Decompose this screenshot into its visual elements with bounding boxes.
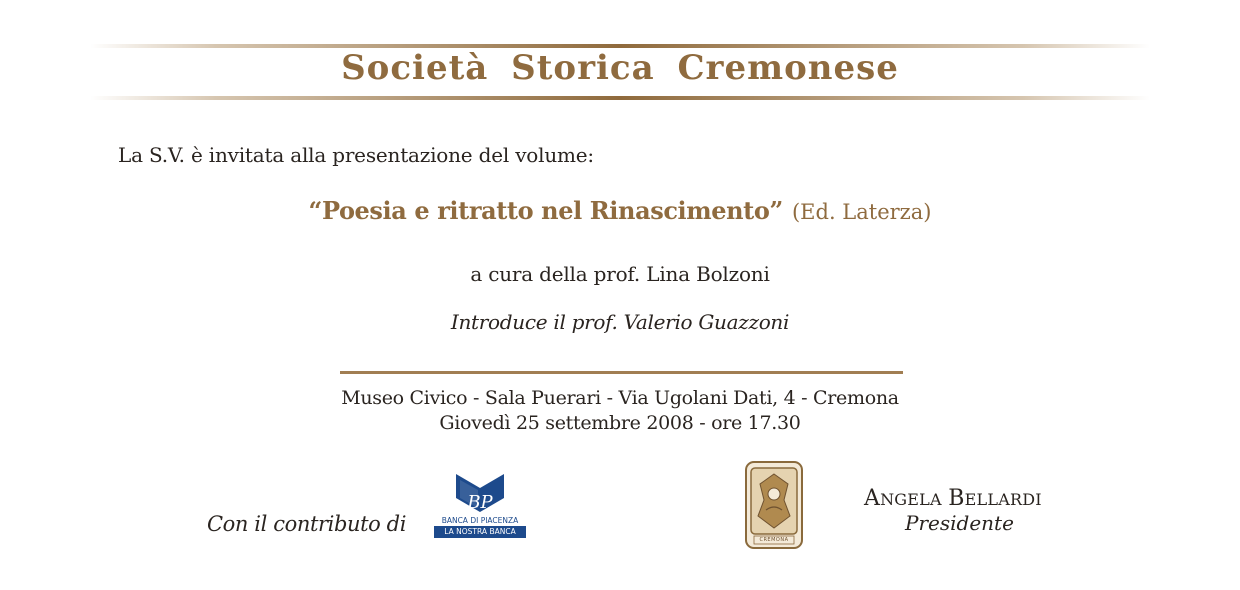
bank-tagline: LA NOSTRA BANCA — [434, 526, 526, 538]
book-line — [0, 196, 1240, 225]
event-date: Giovedì 25 settembre 2008 - ore 17.30 — [439, 412, 801, 434]
book-publisher: (Ed. Laterza) — [791, 200, 932, 224]
curator-line: a cura della prof. Lina Bolzoni — [470, 262, 770, 286]
invitation-intro: La S.V. è invitata alla presentazione del volume: — [118, 143, 594, 167]
signatory-name — [864, 486, 1042, 511]
event-venue: Museo Civico - Sala Puerari - Via Ugolani Dati, 4 - Cremona — [341, 387, 899, 409]
bank-name: BANCA DI PIACENZA — [441, 516, 519, 525]
section-divider — [340, 371, 903, 374]
cremona-crest — [744, 460, 804, 550]
signatory-last-initial: B — [948, 486, 965, 511]
header-bottom-rule — [90, 96, 1150, 100]
bank-book-icon — [434, 472, 526, 516]
society-title: Società Storica Cremonese — [341, 48, 899, 88]
signatory-role: Presidente — [905, 511, 1014, 535]
signatory-first-initial: A — [864, 486, 881, 511]
crest-caption: CREMONA — [759, 537, 789, 543]
signatory-first-rest: NGELA — [880, 490, 942, 509]
signatory-last-rest: ELLARDI — [964, 490, 1042, 509]
introducer-line: Introduce il prof. Valerio Guazzoni — [450, 310, 790, 334]
book-title: “Poesia e ritratto nel Rinascimento” — [308, 196, 783, 225]
bank-logo — [434, 472, 526, 538]
contribution-label: Con il contributo di — [207, 512, 407, 536]
svg-text:BP: BP — [467, 492, 493, 513]
